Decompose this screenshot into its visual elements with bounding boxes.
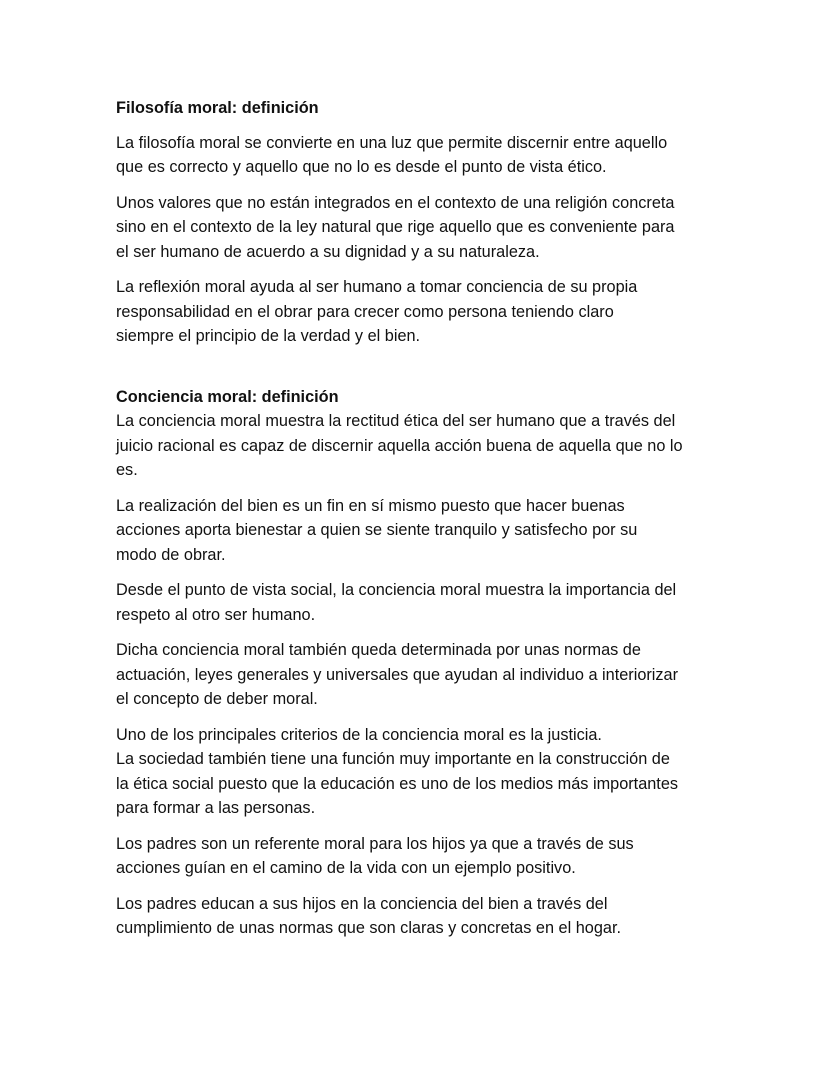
text-line: cumplimiento de unas normas que son claras y concretas en el hogar.: [116, 919, 621, 937]
section-heading: Conciencia moral: definición: [116, 387, 339, 406]
text-line: Unos valores que no están integrados en el contexto de una religión concreta: [116, 193, 675, 212]
section-body: [116, 131, 726, 349]
document-page: [116, 96, 726, 952]
section-body: [116, 409, 726, 941]
paragraph: [116, 578, 726, 627]
text-line: Los padres educan a sus hijos en la conciencia del bien a través del: [116, 894, 608, 913]
paragraph: [116, 892, 726, 941]
text-line: La filosofía moral se convierte en una luz que permite discernir entre aquello: [116, 133, 668, 152]
text-line: responsabilidad en el obrar para crecer como persona teniendo claro: [116, 302, 614, 321]
paragraph: [116, 409, 726, 483]
text-line: Desde el punto de vista social, la conciencia moral muestra la importancia del: [116, 581, 677, 599]
text-line: que es correcto y aquello que no lo es desde el punto de vista ético.: [116, 158, 607, 176]
text-line: el concepto de deber moral.: [116, 690, 318, 708]
text-line: acciones aporta bienestar a quien se siente tranquilo y satisfecho por su: [116, 521, 638, 539]
paragraph: [116, 275, 726, 349]
text-line: Los padres son un referente moral para los hijos ya que a través de sus: [116, 834, 634, 853]
text-line: respeto al otro ser humano.: [116, 605, 316, 624]
section-heading: Filosofía moral: definición: [116, 99, 319, 117]
text-line: La sociedad también tiene una función muy importante en la construcción de: [116, 750, 670, 768]
paragraph: [116, 832, 726, 881]
section-conciencia-moral: [116, 385, 726, 941]
paragraph: [116, 638, 726, 712]
text-line: siempre el principio de la verdad y el bien.: [116, 327, 421, 345]
text-line: para formar a las personas.: [116, 799, 316, 817]
paragraph: [116, 494, 726, 568]
text-line: sino en el contexto de la ley natural que rige aquello que es conveniente para: [116, 218, 675, 236]
text-line: Dicha conciencia moral también queda determinada por unas normas de: [116, 641, 641, 659]
text-line: La conciencia moral muestra la rectitud ética del ser humano que a través del: [116, 412, 676, 430]
text-line: la ética social puesto que la educación es uno de los medios más importantes: [116, 774, 679, 793]
text-line: Uno de los principales criterios de la conciencia moral es la justicia.: [116, 725, 602, 744]
text-line: acciones guían en el camino de la vida con un ejemplo positivo.: [116, 859, 576, 877]
text-line: La reflexión moral ayuda al ser humano a tomar conciencia de su propia: [116, 278, 638, 296]
text-line: juicio racional es capaz de discernir aquella acción buena de aquella que no lo: [116, 436, 683, 455]
text-line: actuación, leyes generales y universales que ayudan al individuo a interiorizar: [116, 665, 679, 684]
text-line: modo de obrar.: [116, 545, 226, 564]
paragraph: [116, 723, 726, 821]
paragraph: [116, 191, 726, 265]
paragraph: [116, 131, 726, 180]
text-line: el ser humano de acuerdo a su dignidad y a su naturaleza.: [116, 242, 540, 261]
text-line: es.: [116, 461, 138, 479]
section-filosofia-moral: [116, 96, 726, 349]
text-line: La realización del bien es un fin en sí mismo puesto que hacer buenas: [116, 496, 625, 515]
